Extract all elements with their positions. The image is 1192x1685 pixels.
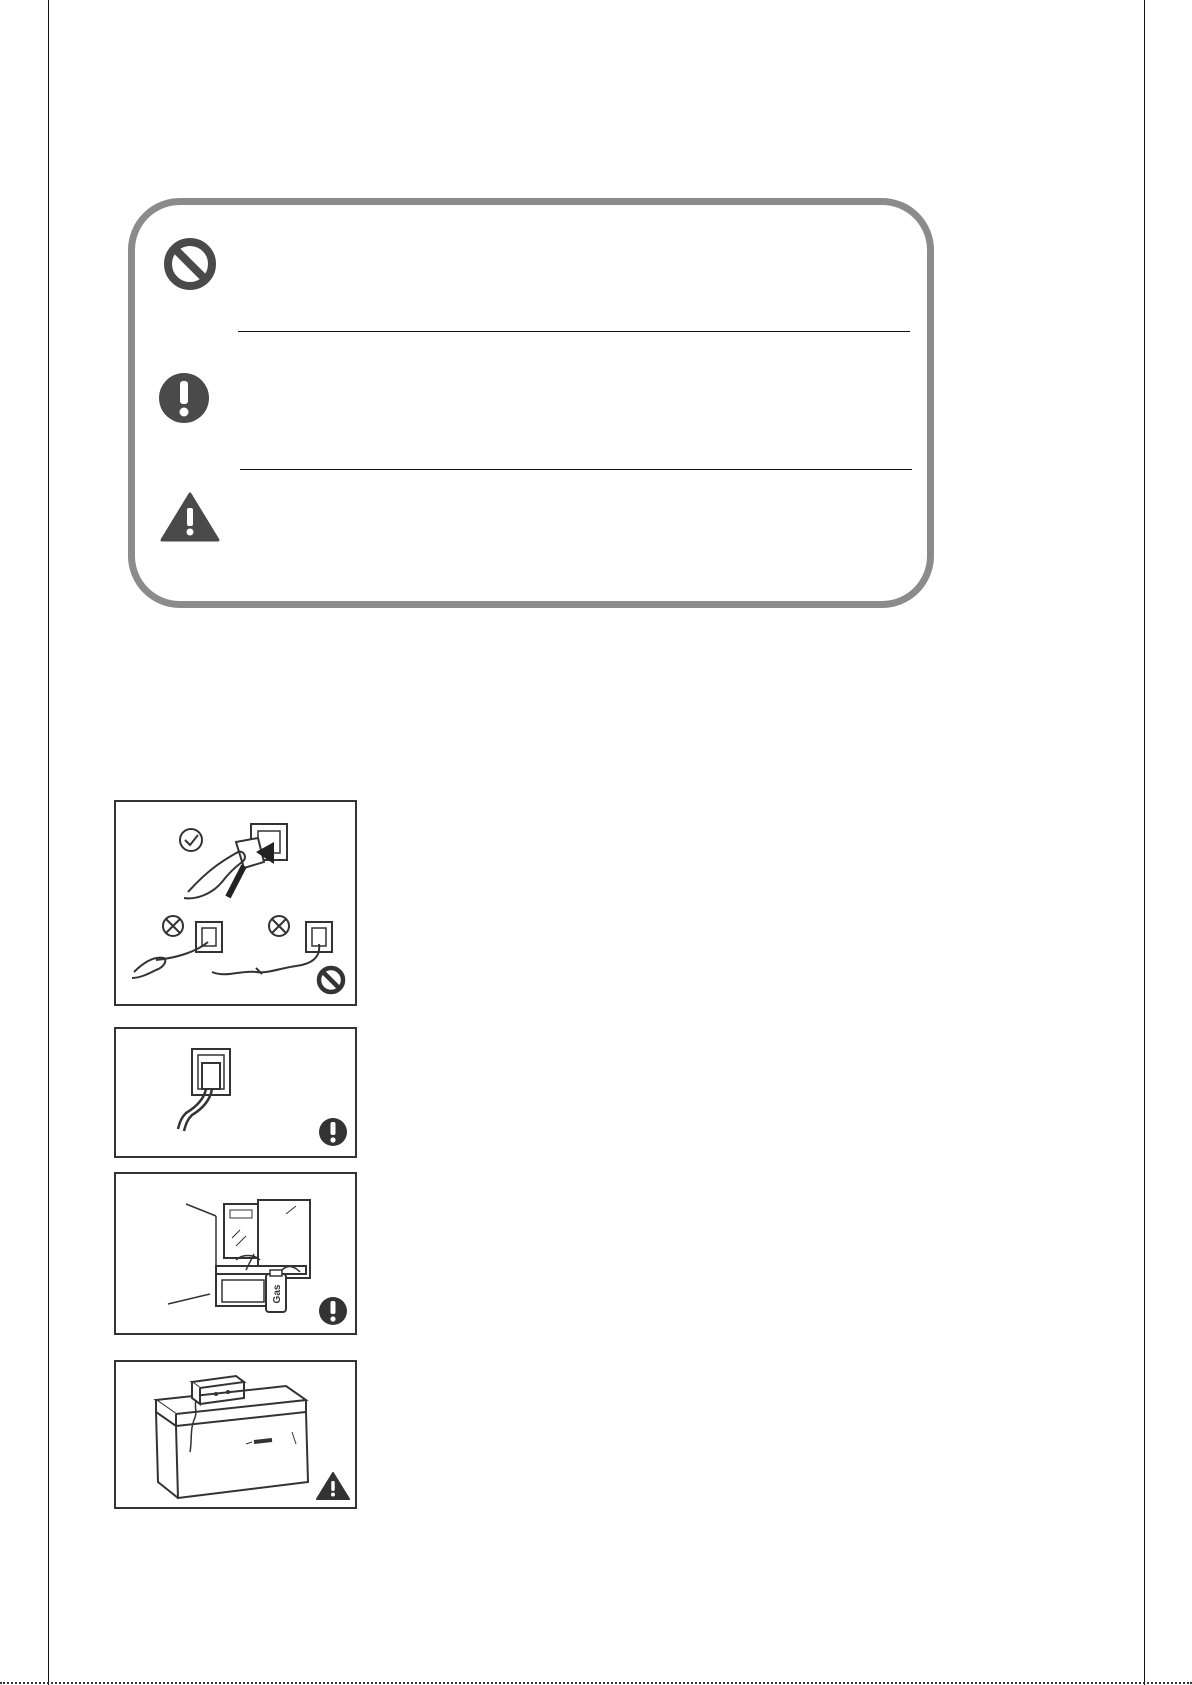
- page-right-margin-rule: [1144, 0, 1145, 1685]
- page-left-margin-rule: [48, 0, 49, 1685]
- illustration-panel-chest-freezer: [114, 1360, 357, 1509]
- symbol-legend-box: [128, 198, 934, 608]
- gas-cylinder-label: Gas: [272, 1284, 283, 1304]
- check-icon: [180, 829, 202, 851]
- cross-icon: [269, 916, 289, 936]
- exclamation-icon: [158, 372, 210, 429]
- cross-icon: [163, 916, 183, 936]
- legend-divider: [240, 469, 912, 470]
- page-bottom-edge: [0, 1682, 1192, 1684]
- warning-triangle-icon: [160, 492, 220, 547]
- illustration-panel-unplug: [114, 800, 357, 1006]
- prohibition-icon: [162, 236, 218, 297]
- illustration-panel-plug-in-socket: [114, 1027, 357, 1158]
- illustration-panel-gas-cylinder: [114, 1172, 357, 1335]
- legend-divider: [238, 331, 910, 332]
